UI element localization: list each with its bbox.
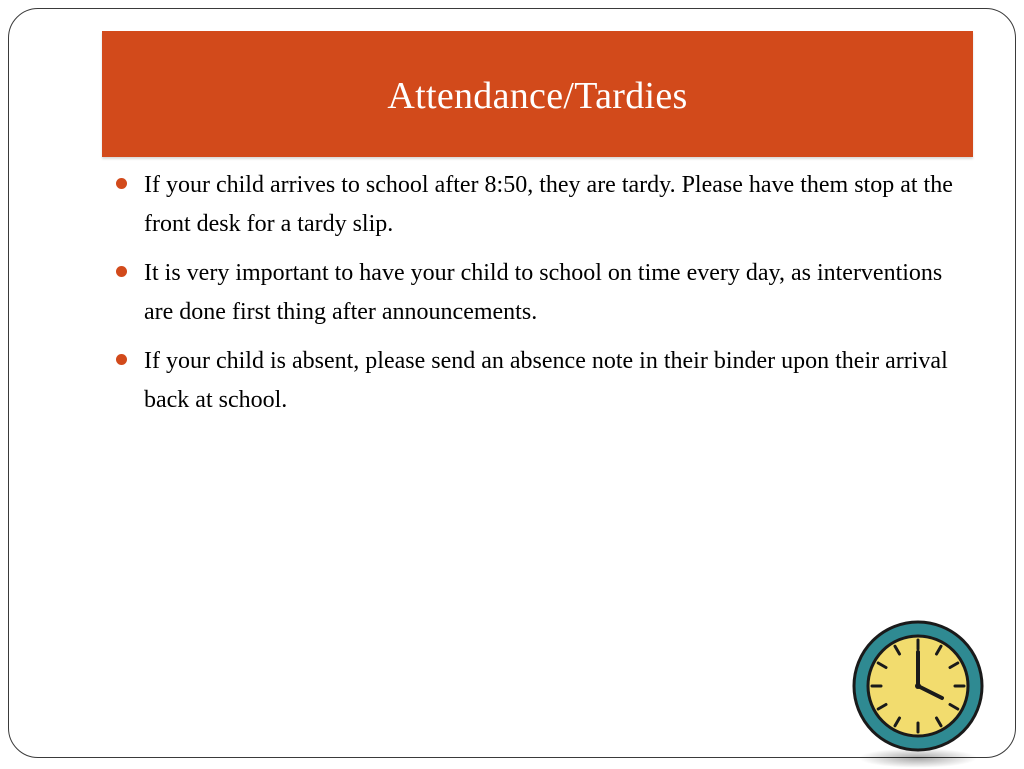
bullet-item xyxy=(112,254,962,332)
bullet-marker xyxy=(116,178,127,189)
bullet-list xyxy=(112,166,962,430)
slide-title: Attendance/Tardies xyxy=(387,75,688,117)
clock-icon xyxy=(846,614,996,764)
bullet-item xyxy=(112,166,962,244)
clock-center xyxy=(915,683,921,689)
bullet-marker xyxy=(116,354,127,365)
title-bar xyxy=(102,31,973,157)
bullet-text: If your child is absent, please send an absence note in their binder upon their arrival back at school. xyxy=(144,348,948,413)
bullet-text: It is very important to have your child to school on time every day, as interventions are done first thing after announcements. xyxy=(144,260,943,325)
clock-svg xyxy=(846,614,996,764)
bullet-item xyxy=(112,342,962,420)
bullet-marker xyxy=(116,266,127,277)
bullet-text: If your child arrives to school after 8:50, they are tardy. Please have them stop at the front desk for a tardy slip. xyxy=(144,172,953,237)
